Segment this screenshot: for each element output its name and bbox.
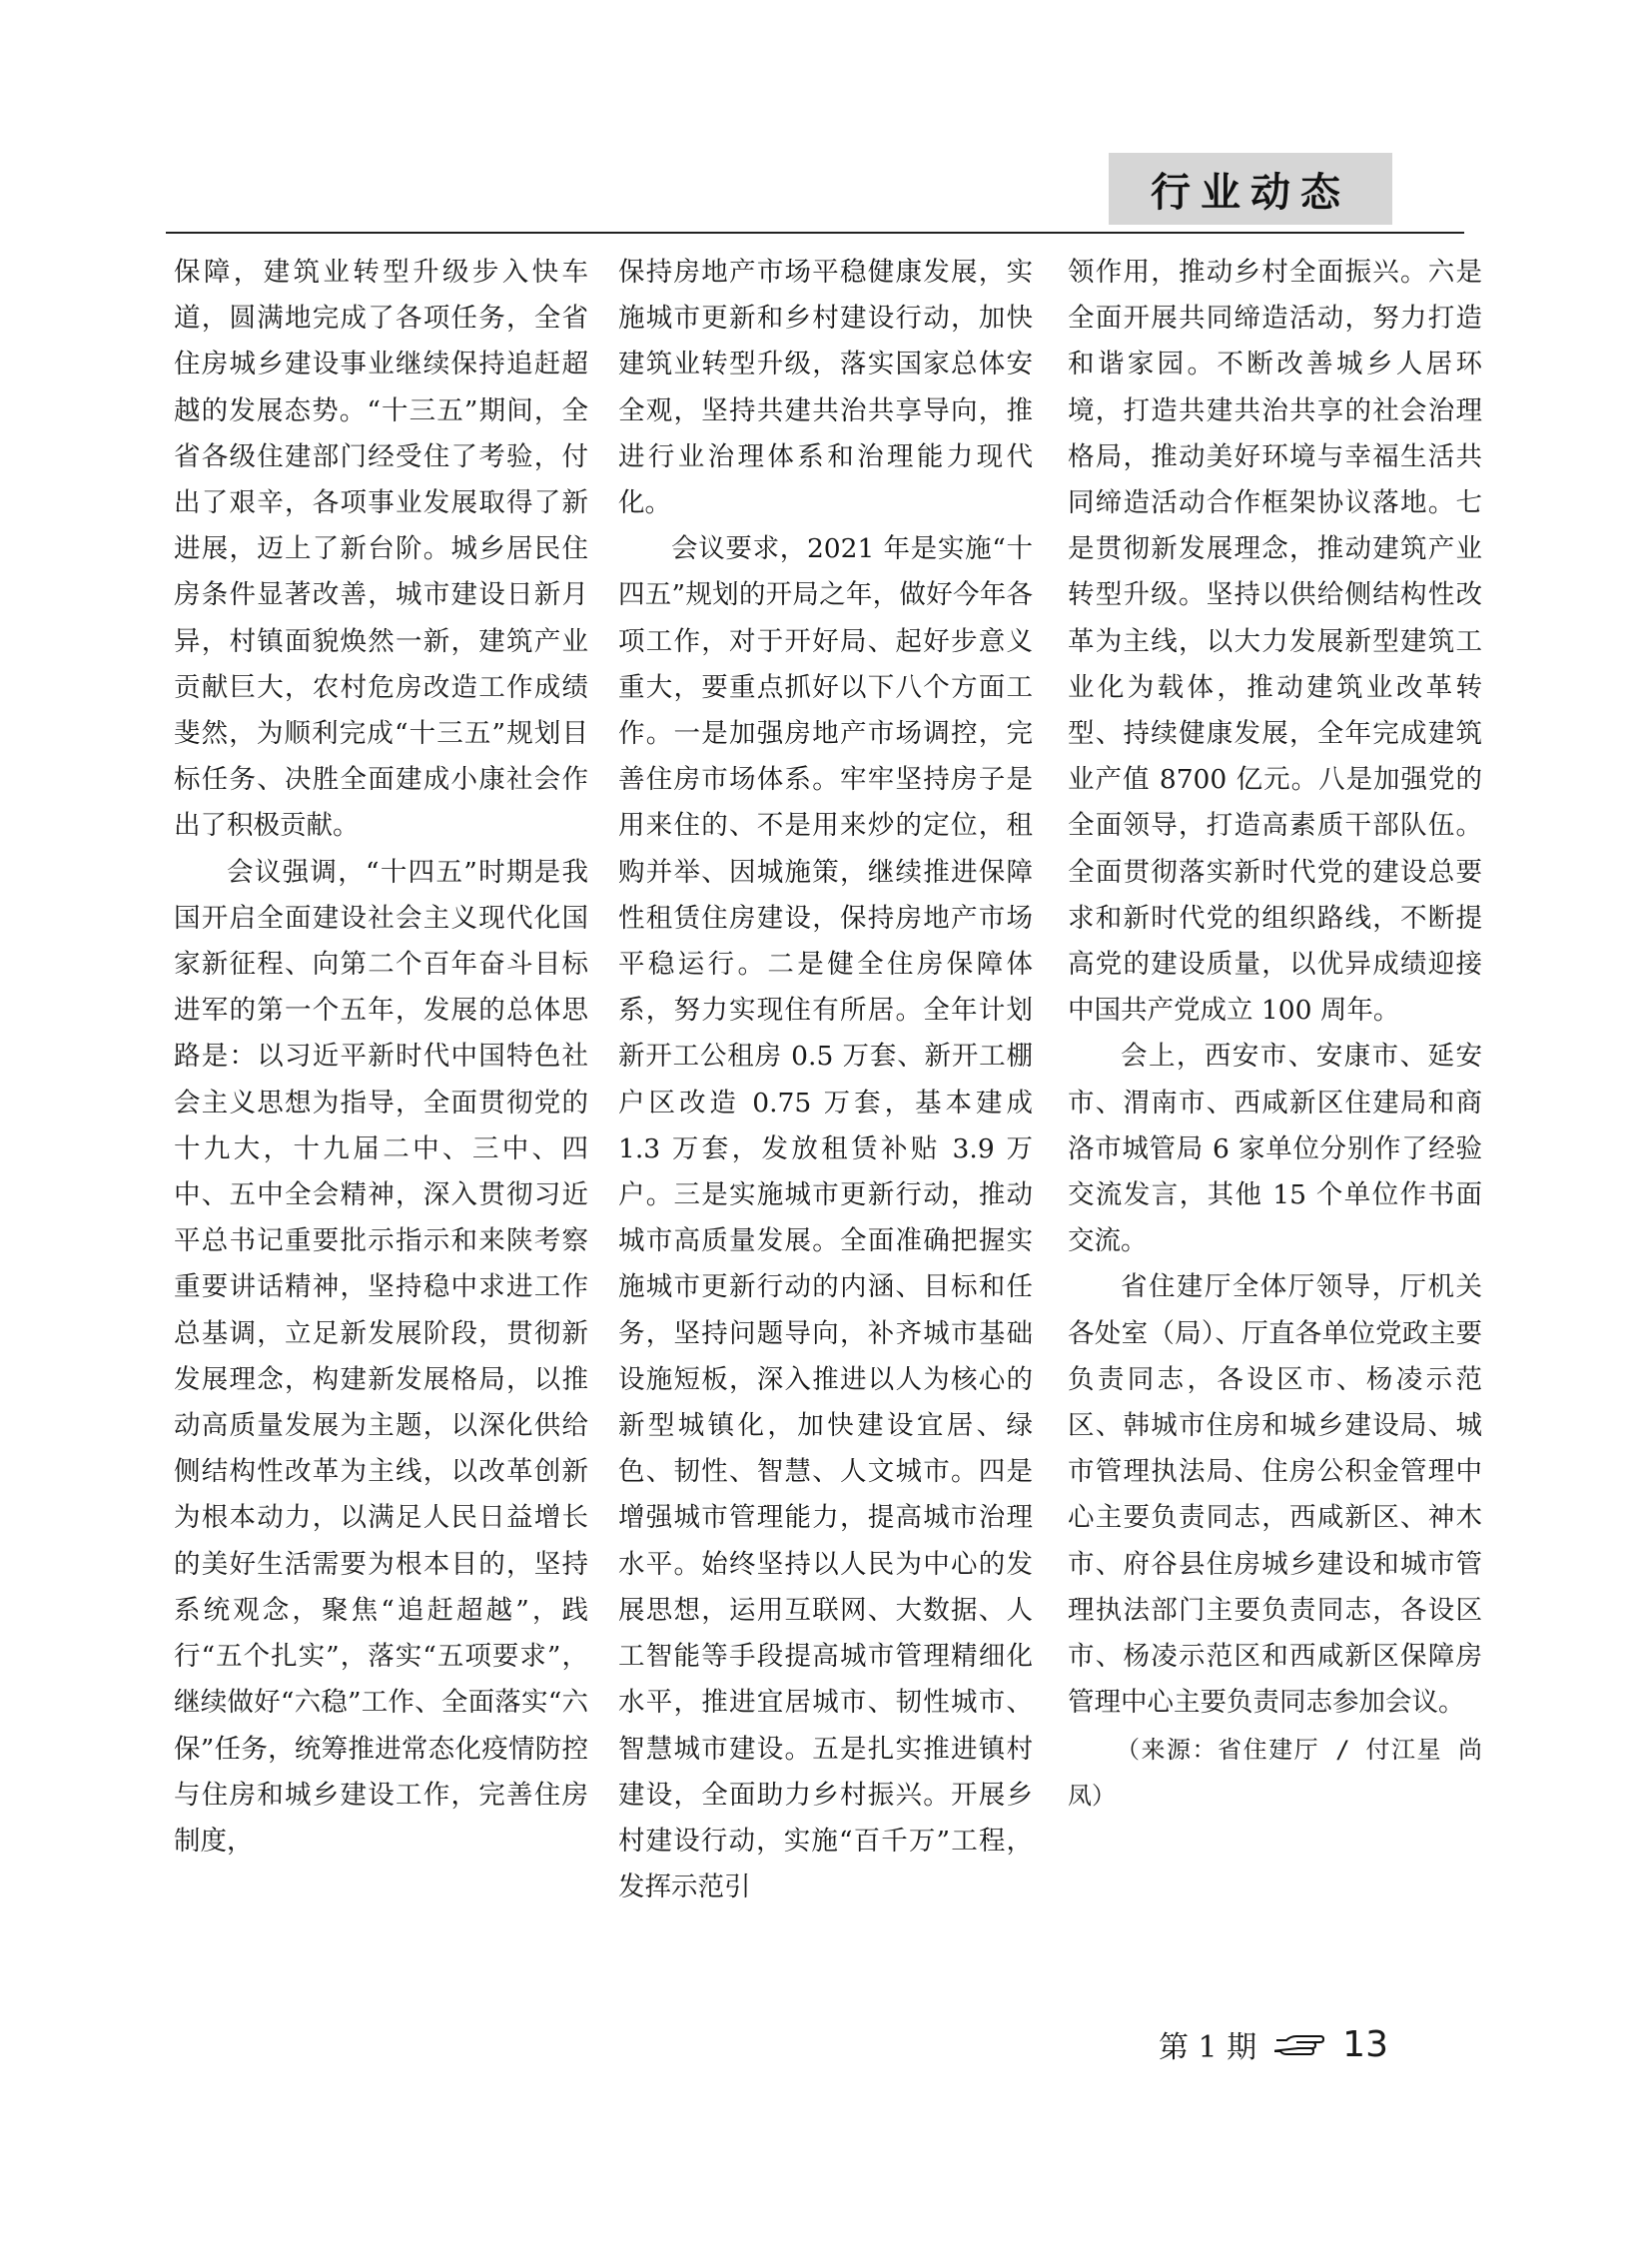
paragraph: 会议强调，“十四五”时期是我国开启全面建设社会主义现代化国家新征程、向第二个百年奋斗目标进军的第一个五年，发展的总体思路是：以习近平新时代中国特色社会主义思想为指导，全面贯彻党的十九大，十九届二中、三中、四中、五中全会精神，深入贯彻习近平总书记重要批示指示和来陕考察重要讲话精神，坚持稳中求进工作总基调，立足新发展阶段，贯彻新发展理念，构建新发展格局，以推动高质量发展为主题，以深化供给侧结构性改革为主线，以改革创新为根本动力，以满足人民日益增长的美好生活需要为根本目的，坚持系统观念，聚焦“追赶超越”，践行“五个扎实”，落实“五项要求”，继续做好“六稳”工作、全面落实“六保”任务，统筹推进常态化疫情防控与住房和城乡建设工作，完善住房制度， <box>174 856 588 1857</box>
text-column-2 <box>618 250 1033 2087</box>
paragraph: 会上，西安市、安康市、延安市、渭南市、西咸新区住建局和商洛市城管局 6 家单位分别作了经验交流发言，其他 15 个单位作书面交流。 <box>1068 1041 1482 1257</box>
header-rule <box>166 232 1464 234</box>
text-column-1 <box>174 250 588 2087</box>
paragraph: 领作用，推动乡村全面振兴。六是全面开展共同缔造活动，努力打造和谐家园。不断改善城乡人居环境，打造共建共治共享的社会治理格局，推动美好环境与幸福生活共同缔造活动合作框架协议落地。七是贯彻新发展理念，推动建筑产业转型升级。坚持以供给侧结构性改革为主线，以大力发展新型建筑工业化为载体，推动建筑业改革转型、持续健康发展，全年完成建筑业产值 8700 亿元。八是加强党的全面领导，打造高素质干部队伍。全面贯彻落实新时代党的建设总要求和新时代党的组织路线，不断提高党的建设质量，以优异成绩迎接中国共产党成立 100 周年。 <box>1068 257 1482 1027</box>
section-header <box>1109 153 1392 225</box>
paragraph: 会议要求，2021 年是实施“十四五”规划的开局之年，做好今年各项工作，对于开好局、起好步意义重大，要重点抓好以下八个方面工作。一是加强房地产市场调控，完善住房市场体系。牢牢坚持房子是用来住的、不是用来炒的定位，租购并举、因城施策，继续推进保障性租赁住房建设，保持房地产市场平稳运行。二是健全住房保障体系，努力实现住有所居。全年计划新开工公租房 0.5 万套、新开工棚户区改造 0.75 万套，基本建成 1.3 万套，发放租赁补贴 3.9 万户。三是实施城市更新行动，推动城市高质量发展。全面准确把握实施城市更新行动的内涵、目标和任务，坚持问题导向，补齐城市基础设施短板，深入推进以人为核心的新型城镇化，加快建设宜居、绿色、韧性、智慧、人文城市。四是增强城市管理能力，提高城市治理水平。始终坚持以人民为中心的发展思想，运用互联网、大数据、人工智能等手段提高城市管理精细化水平，推进宜居城市、韧性城市、智慧城市建设。五是扎实推进镇村建设，全面助力乡村振兴。开展乡村建设行动，实施“百千万”工程，发挥示范引 <box>618 533 1033 1903</box>
section-title: 行业动态 <box>1151 169 1350 216</box>
text-column-3 <box>1068 250 1482 2087</box>
paragraph: 保障，建筑业转型升级步入快车道，圆满地完成了各项任务，全省住房城乡建设事业继续保持追赶超越的发展态势。“十三五”期间，全省各级住建部门经受住了考验，付出了艰辛，各项事业发展取得了新进展，迈上了新台阶。城乡居民住房条件显著改善，城市建设日新月异，村镇面貌焕然一新，建筑产业贡献巨大，农村危房改造工作成绩斐然，为顺利完成“十三五”规划目标任务、决胜全面建成小康社会作出了积极贡献。 <box>174 257 588 842</box>
pointing-hand-icon <box>1274 2030 1324 2058</box>
page-footer <box>1159 2019 1388 2069</box>
source-credit: （来源：省住建厅 / 付江星 尚凤） <box>1068 1735 1482 1810</box>
paragraph: 保持房地产市场平稳健康发展，实施城市更新和乡村建设行动，加快建筑业转型升级，落实国家总体安全观，坚持共建共治共享导向，推进行业治理体系和治理能力现代化。 <box>618 257 1033 519</box>
page-number: 13 <box>1342 2023 1388 2065</box>
issue-label: 第 1 期 <box>1159 2030 1257 2065</box>
paragraph: 省住建厅全体厅领导，厅机关各处室（局）、厅直各单位党政主要负责同志，各设区市、杨凌示范区、韩城市住房和城乡建设局、城市管理执法局、住房公积金管理中心主要负责同志，西咸新区、神木市、府谷县住房城乡建设和城市管理执法部门主要负责同志，各设区市、杨凌示范区和西咸新区保障房管理中心主要负责同志参加会议。 <box>1068 1271 1482 1719</box>
